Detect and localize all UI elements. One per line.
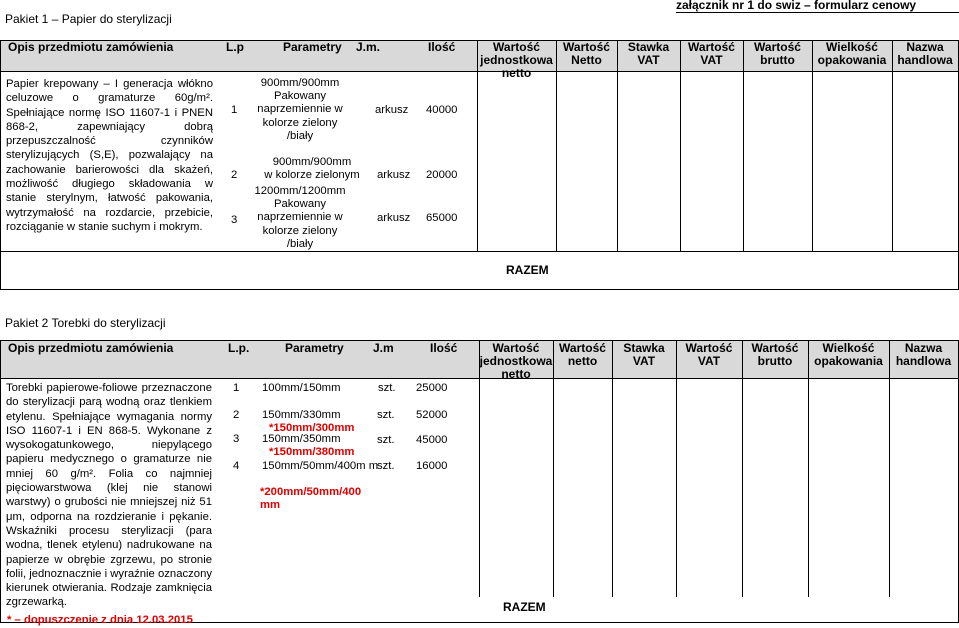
row1-ilosc: 40000 (426, 104, 458, 116)
row3-lp: 3 (233, 433, 240, 445)
col-header-parametry: Parametry (285, 341, 344, 355)
col-header-wartosc-vat (680, 41, 743, 67)
col-header-wartosc-jedn-netto (477, 41, 556, 80)
row3-ilosc: 65000 (426, 212, 458, 224)
pakiet2-description: Torebki papierowe-foliowe przeznaczone do sterylizacji parą wodną oraz tlenkiem etylenu. Spełniające wymagania normy ISO 11607-1 i EN 868-5. Wykonane z wysokogatunkowego, niepylącego papieru medycznego o gramaturze nie mniej 60 g/m². Folia co najmniej pięciowarstwowa (klej nie stanowi warstwy) o grubości nie mniejszej niż 51 μm, odporna na rozdzieranie i pękanie. Wskaźniki procesu sterylizacji (para wodna, tlenek etylenu) nadrukowane na papierze w obrębie zgrzewu, po stronie folii, jednoznacznie i wyraźnie oznaczony kierunek otwierania. Rodzaje zamknięcia zgrzewarką. (6, 382, 212, 609)
param-line: Pakowany (273, 198, 327, 211)
param-line: w kolorze zielonym (264, 169, 360, 182)
pakiet1-title: Pakiet 1 – Papier do sterylizacji (5, 12, 172, 26)
header-line: netto (501, 367, 531, 381)
table-border (742, 340, 743, 597)
col-header-wartosc-jedn-netto (479, 342, 553, 381)
header-line: brutto (760, 53, 795, 67)
row4-parametry-alt: *200mm/50mm/400 mm (260, 486, 362, 511)
header-line: Wartość (493, 40, 540, 54)
row2-parametry: 150mm/330mm (262, 409, 341, 421)
pakiet1-description: Papier krepowany – I generacja włókno celuzowe o gramaturze 60g/m². Spełniające normę ISO 11607-1 i PNEN 868-2, zapewniający dobrą przepuszczalność czynników sterylizujących (S,E), pozwalający na zachowanie barierowości dla skażeń, możliwość długiego składowania w stanie sterylnym, łatwość pakowania, wytrzymałość na rozdarcie, przebicie, rozciąganie w stanie suchym i mokrym. (6, 78, 213, 233)
header-line: Wartość (688, 40, 735, 54)
header-line: Wartość (559, 341, 606, 355)
header-line: Wartość (685, 341, 733, 355)
row3-parametry: 150mm/350mm (262, 433, 341, 445)
header-line: Nazwa (906, 40, 944, 54)
pakiet2-razem: RAZEM (503, 600, 546, 614)
table-border (0, 340, 1, 623)
row1-parametry (247, 77, 353, 143)
row2-lp: 2 (233, 409, 240, 421)
col-header-jm: J.m (373, 341, 394, 355)
table-border (743, 40, 744, 252)
row2-ilosc: 20000 (426, 169, 458, 181)
col-header-wartosc-brutto (743, 41, 812, 67)
header-line: Wartość (492, 341, 540, 355)
table-border (612, 340, 613, 597)
row3-parametry-alt: *150mm/380mm (269, 446, 355, 458)
annex-label: załącznik nr 1 do swiz – formularz cenowy (676, 0, 917, 12)
header-line: jednostkowa (479, 354, 553, 368)
pakiet2-title: Pakiet 2 Torebki do sterylizacji (5, 316, 166, 330)
row3-jm: arkusz (377, 212, 411, 224)
header-line: Wielkość (826, 40, 878, 54)
table-border (676, 340, 677, 597)
row3-ilosc: 45000 (416, 434, 448, 446)
row2-jm: szt. (377, 409, 395, 421)
header-line: brutto (757, 354, 793, 368)
header-line: VAT (697, 354, 721, 368)
footnote: * – dopuszczenie z dnia 12.03.2015 (7, 614, 193, 626)
row1-parametry: 100mm/150mm (262, 382, 341, 394)
header-line: VAT (632, 354, 656, 368)
param-line: 900mm/900mm (272, 156, 352, 168)
header-line: Wielkość (822, 341, 875, 355)
col-header-opis: Opis przedmiotu zamówienia (8, 40, 174, 54)
header-line: handlowa (897, 53, 953, 67)
row2-lp: 2 (231, 169, 238, 181)
param-line: 1200mm/1200mm (254, 185, 346, 197)
header-line: Wartość (751, 341, 799, 355)
param-line: naprzemiennie w (257, 211, 343, 224)
annex-underline (676, 12, 959, 13)
col-header-wartosc-vat (676, 342, 742, 368)
col-header-ilosc: Ilość (428, 40, 456, 54)
header-line: jednostkowa (480, 53, 553, 67)
table-border (889, 340, 890, 597)
col-header-wartosc-netto (556, 41, 617, 67)
row4-lp: 4 (233, 460, 240, 472)
table-border (808, 340, 809, 597)
table-border (0, 251, 959, 252)
row3-jm: szt. (377, 434, 395, 446)
table-border (680, 40, 681, 252)
row1-jm: szt. (378, 382, 396, 394)
row1-jm: arkusz (375, 104, 409, 116)
row3-parametry (247, 185, 353, 251)
param-line: kolorze zielony (262, 224, 338, 237)
col-header-lp: L.p (226, 40, 244, 54)
table-border (556, 40, 557, 252)
table-border (0, 40, 1, 290)
col-header-parametry: Parametry (283, 40, 342, 54)
table-border (892, 40, 893, 252)
row2-ilosc: 52000 (416, 409, 448, 421)
col-header-nazwa-handlowa (889, 342, 958, 368)
header-line: Wartość (754, 40, 801, 54)
row4-jm: szt. (377, 460, 395, 472)
header-line: opakowania (814, 354, 883, 368)
col-header-wartosc-netto (553, 342, 612, 368)
header-line: netto (567, 354, 598, 368)
header-line: Nazwa (904, 341, 943, 355)
param-line: /biały (286, 129, 314, 142)
row1-lp: 1 (231, 104, 238, 116)
header-line: Wartość (563, 40, 610, 54)
param-line: 900mm/900mm (260, 77, 340, 89)
row1-lp: 1 (233, 382, 240, 394)
header-line: VAT (700, 53, 723, 67)
col-header-stawka-vat (612, 342, 676, 368)
row2-parametry (247, 156, 377, 182)
col-header-lp: L.p. (228, 341, 250, 355)
pakiet1-razem: RAZEM (506, 263, 549, 277)
param-line: naprzemiennie w (257, 103, 343, 116)
row4-parametry: 150mm/50mm/400m m (262, 460, 379, 472)
row2-jm: arkusz (377, 169, 411, 181)
param-line: kolorze zielony (262, 116, 338, 129)
param-line: Pakowany (273, 90, 327, 103)
col-header-stawka-vat (617, 41, 680, 67)
col-header-wielkosc-opakowania (808, 342, 889, 368)
table-border (0, 289, 959, 290)
col-header-wartosc-brutto (742, 342, 808, 368)
row3-lp: 3 (231, 214, 238, 226)
header-line: VAT (637, 53, 660, 67)
header-line: Stawka (627, 40, 670, 54)
table-border (812, 40, 813, 252)
col-header-wielkosc-opakowania (812, 41, 892, 67)
header-line: Netto (571, 53, 602, 67)
col-header-nazwa-handlowa (892, 41, 958, 67)
header-line: Stawka (623, 341, 665, 355)
header-line: opakowania (817, 53, 887, 67)
col-header-ilosc: Ilość (430, 341, 458, 355)
table-border (553, 340, 554, 597)
row2-parametry-alt: *150mm/300mm (269, 422, 355, 434)
table-border (617, 40, 618, 252)
param-line: /biały (286, 237, 314, 250)
col-header-opis: Opis przedmiotu zamówienia (8, 341, 174, 355)
header-line: netto (501, 66, 532, 80)
header-line: handlowa (895, 354, 952, 368)
row1-ilosc: 25000 (416, 382, 448, 394)
col-header-jm: J.m. (356, 40, 381, 54)
row4-ilosc: 16000 (416, 460, 448, 472)
